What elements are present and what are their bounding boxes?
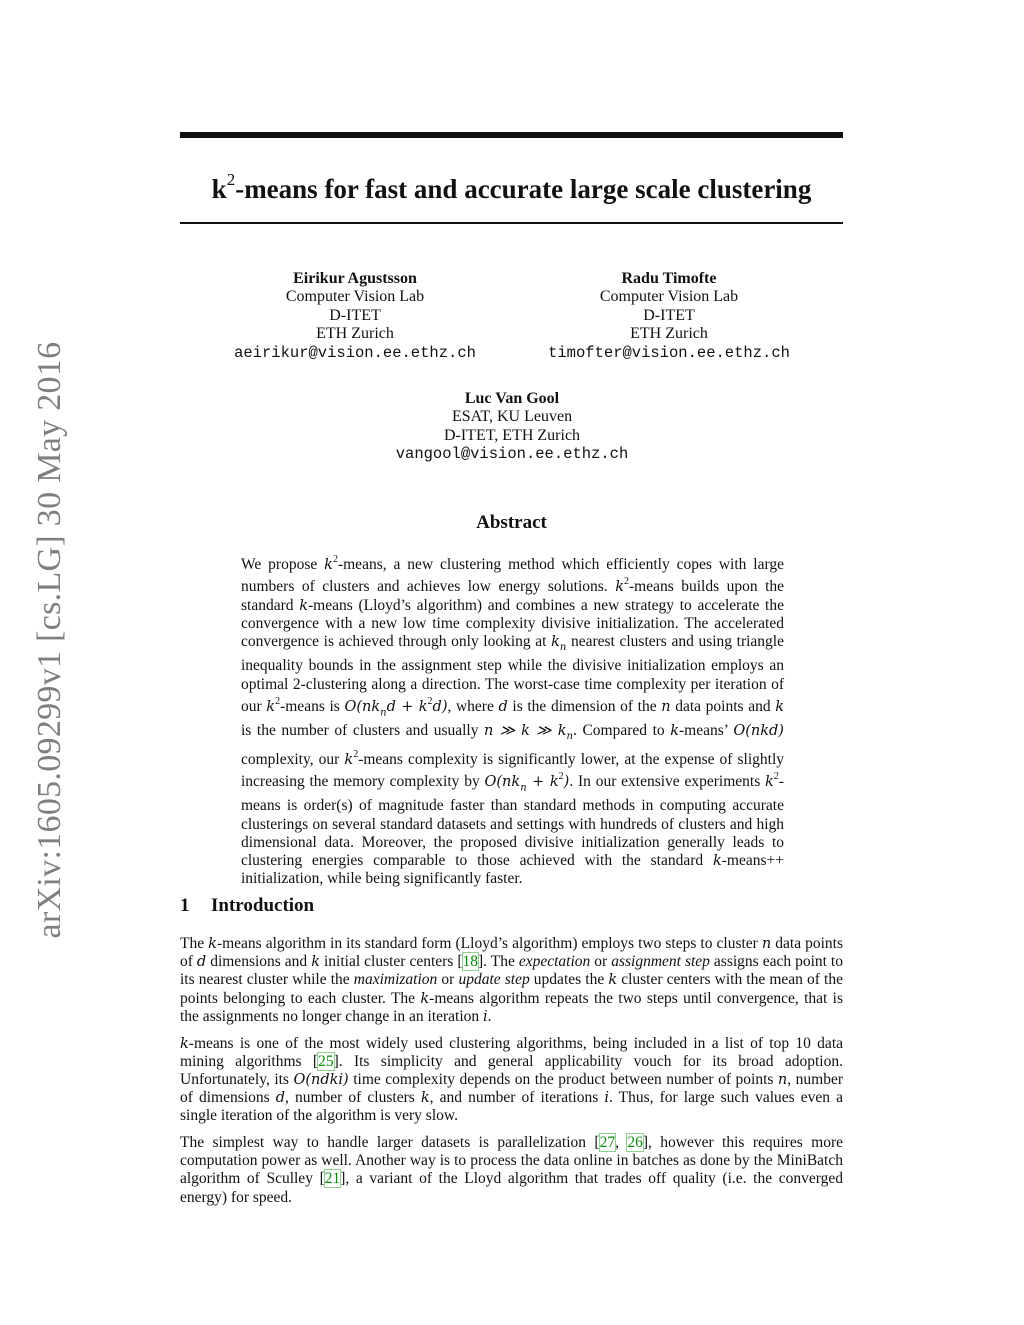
author-block-3 — [362, 390, 662, 464]
paragraph: The k-means algorithm in its standard form (Lloyd’s algorithm) employs two steps to cluster n data points of d dimensions and k initial cluster centers [18]. The expectation or assignment step assigns each point to its nearest cluster while the maximization or update step updates the k cluster centers with the mean of the points belonging to each cluster. The k-means algorithm repeats the two steps until convergence, that is the assignments no longer change in an iteration i. — [180, 935, 843, 1025]
author-email[interactable]: timofter@vision.ee.ethz.ch — [548, 343, 790, 362]
citation-link[interactable]: 21 — [324, 1170, 341, 1188]
author-block-2 — [519, 270, 819, 362]
title-bottom-rule — [180, 222, 843, 224]
paragraph: k-means is one of the most widely used clustering algorithms, being included in a list of top 10 data mining algorithms [25]. Its simplicity and general applicability vouch for its broad adoption. Unfortunately, its O(ndki) time complexity depends on the product between number of points n, number of dimensions d, number of clusters k, and number of iterations i. Thus, for large such values even a single iteration of the algorithm is very slow. — [180, 1034, 844, 1125]
author-affiliation: D-ITET, ETH Zurich — [443, 426, 581, 444]
title-top-rule — [180, 132, 843, 138]
section-heading-introduction: 1 Introduction — [180, 895, 315, 916]
paper-title: $k^2$-means for fast and accurate large scale clustering — [211, 170, 812, 204]
author-name: Radu Timofte — [621, 270, 717, 287]
abstract-heading: Abstract — [476, 512, 547, 533]
author-block-1 — [205, 270, 505, 362]
arxiv-stamp: arXiv:1605.09299v1 [cs.LG] 30 May 2016 — [31, 341, 68, 939]
author-affiliation: ETH Zurich — [630, 325, 708, 343]
author-email[interactable]: aeirikur@vision.ee.ethz.ch — [234, 343, 476, 362]
author-name: Luc Van Gool — [464, 390, 560, 407]
citation-link[interactable]: 27 — [599, 1134, 616, 1152]
citation-link[interactable]: 25 — [318, 1052, 334, 1070]
paragraph: The simplest way to handle larger datasets is parallelization [27, 26], however this requires more computation power as well. Another way is to process the data online in batches as done by the MiniBatch algorithm of Sculley [21], a variant of the Lloyd algorithm that trades off quality (i.e. the converged energy) for speed. — [180, 1134, 843, 1206]
author-affiliation: ESAT, KU Leuven — [451, 408, 573, 426]
author-affiliation: D-ITET — [329, 306, 381, 324]
author-affiliation: ETH Zurich — [316, 325, 394, 343]
author-name: Eirikur Agustsson — [293, 270, 417, 287]
author-affiliation: Computer Vision Lab — [285, 288, 425, 306]
author-affiliation: Computer Vision Lab — [599, 288, 739, 306]
author-affiliation: D-ITET — [643, 306, 695, 324]
citation-link[interactable]: 18 — [462, 953, 478, 971]
introduction-body — [180, 935, 843, 1215]
citation-link[interactable]: 26 — [627, 1134, 643, 1152]
author-email[interactable]: vangool@vision.ee.ethz.ch — [395, 445, 629, 464]
abstract-body: We propose $k^2$-means, a new clustering method which efficiently copes with large numbers of clusters and achieves low energy solutions. $k^2$-means builds upon the standard k-means (Lloyd’s algorithm) and combines a new strategy to accelerate the convergence with a new low time complexity divisive initialization. The accelerated convergence is achieved through only looking at $k_n$ nearest clusters and using triangle inequality bounds in the assignment step while the divisive initialization employs an optimal 2-clustering along a direction. The worst-case time complexity per iteration of our $k^2$-means is $O(nk_nd + k^2d)$, where d is the dimension of the n data points and k is the number of clusters and usually n ≫ k ≫ $k_n$. Compared to k-means’ O(nkd) complexity, our $k^2$-means complexity is significantly lower, at the expense of slightly increasing the memory complexity by $O(nk_n + k^2)$. In our extensive experiments $k^2$-means is order(s) of magnitude faster than standard methods in computing accurate clusterings on several standard datasets and settings with hundreds of clusters and high dimensional data. Moreover, the proposed divisive initialization generally leads to clustering energies comparable to those achieved with the standard k-means++ initialization, while being significantly faster. — [241, 554, 785, 888]
